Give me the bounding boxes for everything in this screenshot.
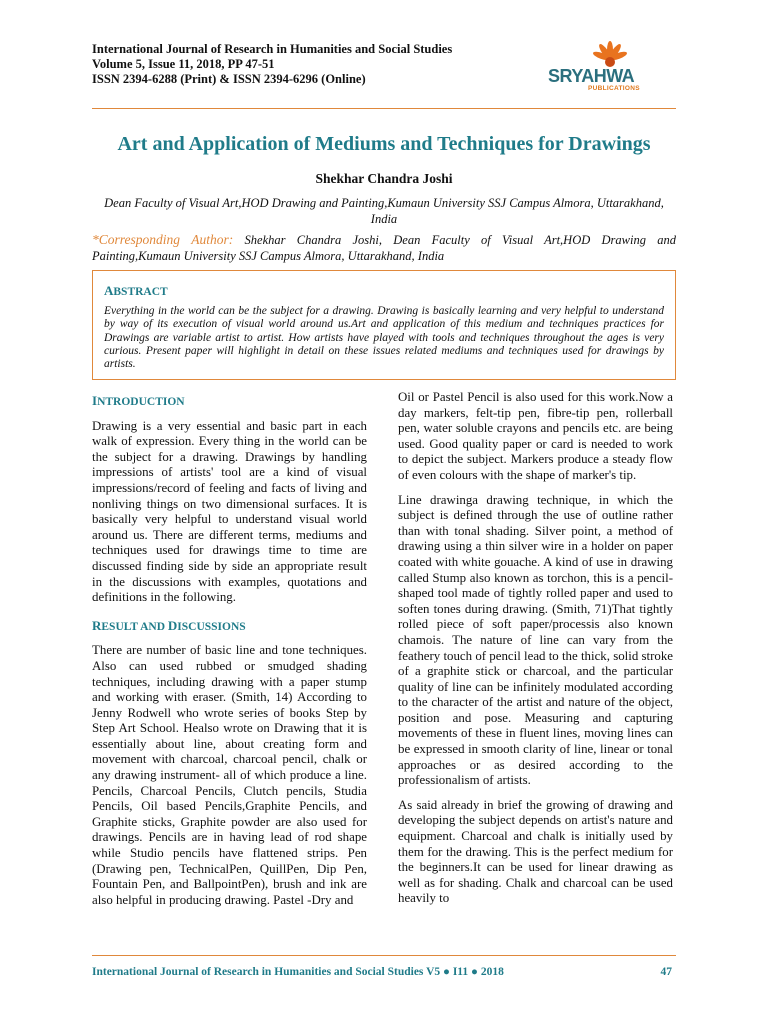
results-heading: RESULT AND DISCUSSIONS xyxy=(92,617,246,633)
corresponding-author xyxy=(92,232,676,264)
journal-issn: ISSN 2394-6288 (Print) & ISSN 2394-6296 (Online) xyxy=(92,72,366,86)
footer-journal: International Journal of Research in Humanities and Social Studies V5 ● I11 ● 2018 xyxy=(92,966,504,978)
page-number: 47 xyxy=(660,966,672,978)
corresponding-text: Shekhar Chandra Joshi, Dean Faculty of Visual Art,HOD Drawing and Painting,Kumaun University SSJ Campus Almora, Uttarakhand, India xyxy=(92,233,676,263)
abstract-box xyxy=(92,270,676,380)
abstract-heading: ABSTRACT xyxy=(104,283,168,298)
author-affiliation: Dean Faculty of Visual Art,HOD Drawing and Painting,Kumaun University SSJ Campus Almora, Uttarakhand, India xyxy=(104,196,664,226)
introduction-heading: INTRODUCTION xyxy=(92,393,185,408)
author-name: Shekhar Chandra Joshi xyxy=(315,171,453,186)
results-paragraph: There are number of basic line and tone techniques. Also can used rubbed or smudged shading techniques, including drawing with a paper stump and working with eraser. (Smith, 14) According to Jenny Rodwell who wrote series of books Step by Step Art School. Healso wrote on Drawing that it is essentially about line, about creating form and movement with charcoal, charcoal pencil, chalk or any drawing instrument- all of which produce a line. Pencils, Charcoal Pencils, Clutch pencils, Studia Pencils, Oil based Pencils,Graphite Pencils, and Graphite sticks, Graphite powder are also used for drawings. Pencils are in having lead of rod shape while Studio pencils have flattened strips. Pen (Drawing pen, TechnicalPen, QuillPen, Dip Pen, Fountain Pen, and BallpointPen), brush and ink are also helpful in producing drawing. Pastel -Dry and xyxy=(92,643,367,907)
journal-header xyxy=(92,42,452,87)
right-paragraph-3: As said already in brief the growing of drawing and developing the subject depends on artist's nature and equipment. Charcoal and chalk is initially used by them for the drawing. This is the perfect medium for the beginners.It can be used for linear drawing as well as for shading. Chalk and charcoal can be used heavily to xyxy=(398,797,673,906)
page-footer xyxy=(92,966,676,978)
logo-subtitle: PUBLICATIONS xyxy=(588,85,640,92)
publisher-logo xyxy=(548,40,676,96)
journal-name: International Journal of Research in Humanities and Social Studies xyxy=(92,42,453,56)
header-rule xyxy=(92,108,676,109)
introduction-paragraph: Drawing is a very essential and basic part in each walk of expression. Every thing in the world can be the subject for a drawing. Drawings by handling impressions of artists' tool are a kind of visual impressions/record of feeling and facts of living and nonliving things on two dimensional surfaces. It is basically very helpful to understand visual world around us. There are different terms, mediums and techniques used for drawings time to time are discussed finding side by side an appropriate result in the discussions with examples, quotations and definitions in the following. xyxy=(92,418,367,605)
footer-rule xyxy=(92,955,676,956)
paper-title: Art and Application of Mediums and Techniques for Drawings xyxy=(117,133,651,155)
right-paragraph-2: Line drawinga drawing technique, in which the subject is defined through the use of outline rather than with tonal shading. Silver point, a method of drawing using a thin silver wire in a holder on paper coated with white gouache. A kind of use in drawing called Stump also known as torchon, this is a pencil-shaped tool made of tightly rolled paper and used to soften tones during drawing. (Smith, 71)That tightly rolled piece of soft paper/processis also known chamois. The nature of line can vary from the feathery touch of pencil lead to the thick, solid stroke of a graphite stick or charcoal, and the particular quality of line can be infinitely modulated according to the character of the artist and nature of the object, position and pose. Measuring and capturing movements of these in fluent lines, moving lines can be expressed in smooth clarity of line, linear or tonal approaches or as desired according to the professionalism of artists. xyxy=(398,492,673,788)
logo-wordmark: SRYAHWA xyxy=(548,66,635,86)
right-column xyxy=(398,390,673,916)
abstract-text: Everything in the world can be the subject for a drawing. Drawing is basically learning and very helpful to understand by way of its execution of visual world around us.Art and application of this medium and techniques practices for Drawings are variable artist to artist. How artists have played with tools and techniques throughout the ages is very curious. Present paper will highlight in detail on these issues related mediums and techniques used for drawings by artists. xyxy=(104,305,664,371)
corresponding-label: *Corresponding Author: xyxy=(92,232,234,247)
left-column xyxy=(92,393,367,917)
right-paragraph-1: Oil or Pastel Pencil is also used for this work.Now a day markers, felt-tip pen, fibre-tip pen, rollerball pen, water soluble crayons and pencils etc. are being used. Good quality paper or card is needed to work to depict the subject. Markers produce a steady flow of even colours with the shape of marker's tip. xyxy=(398,390,673,482)
journal-volume: Volume 5, Issue 11, 2018, PP 47-51 xyxy=(92,57,275,71)
